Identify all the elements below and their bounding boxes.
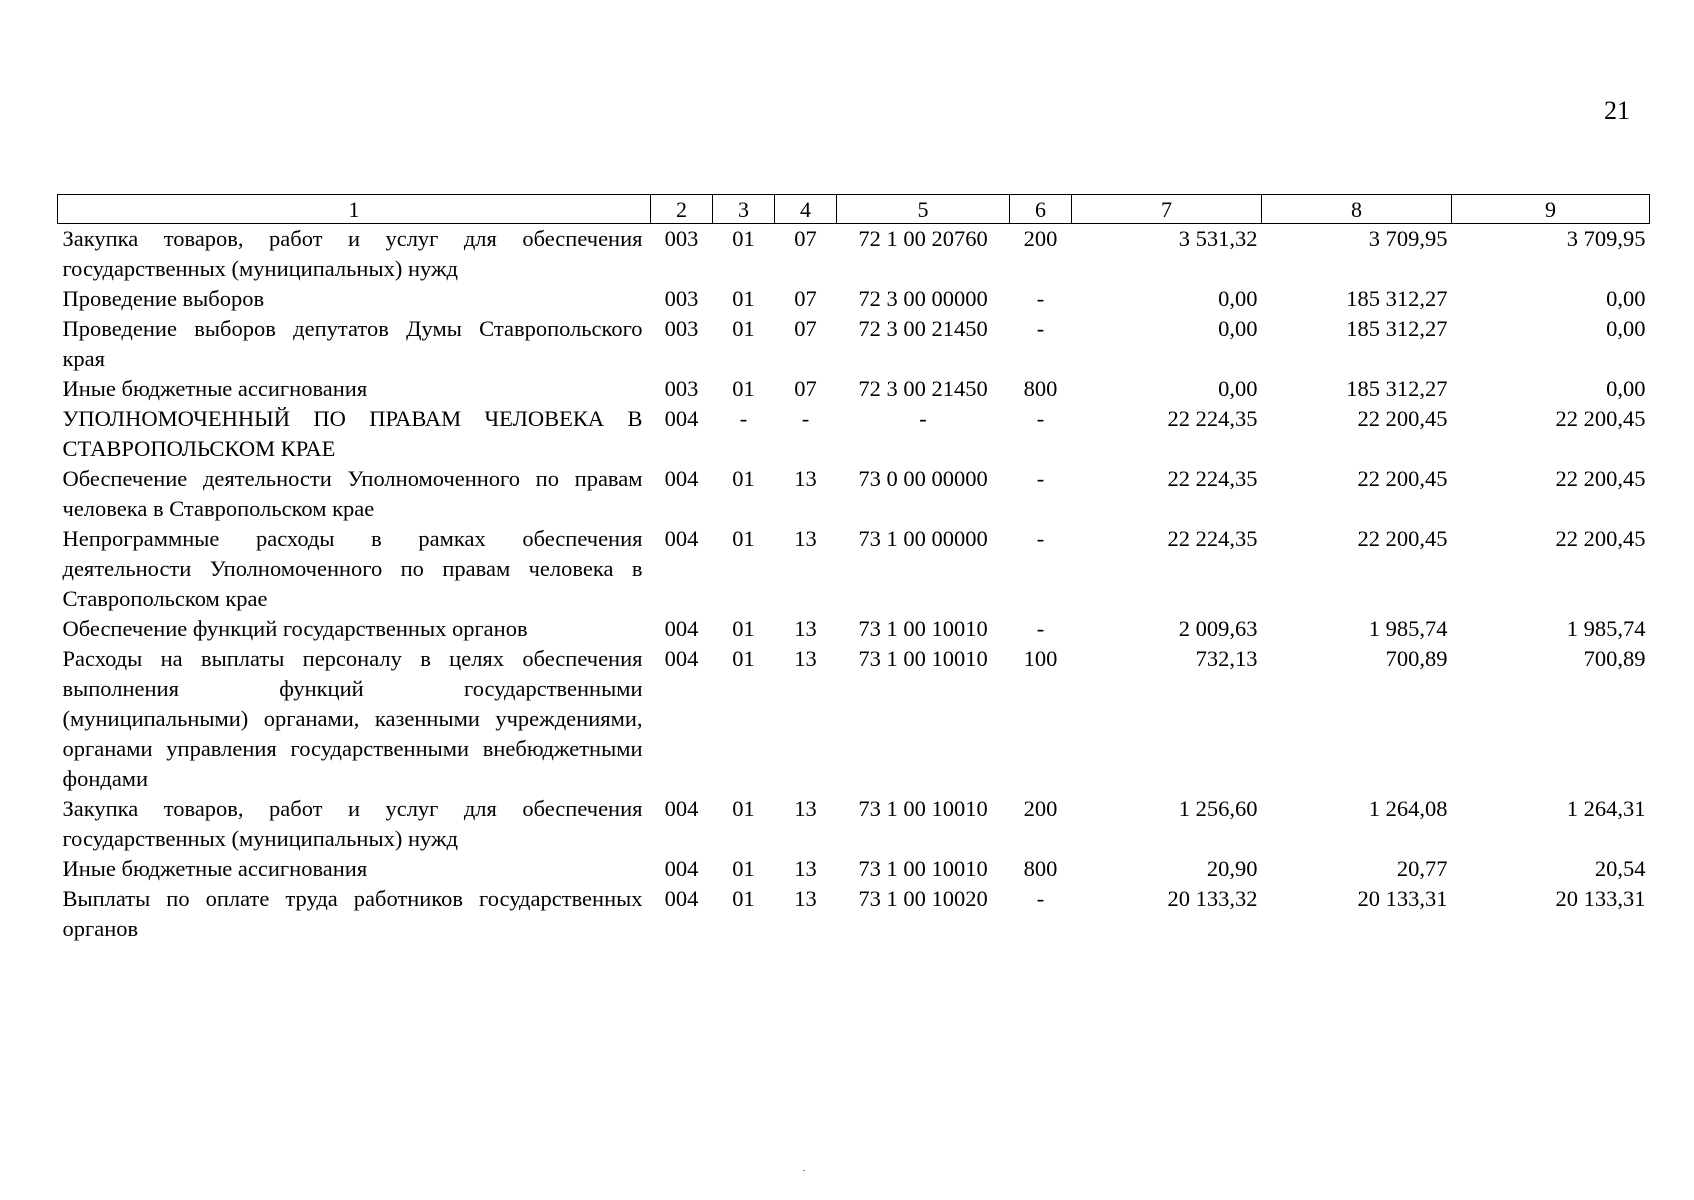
cell-ministry-code: 004 — [664, 796, 699, 821]
cell-expense-type: - — [1036, 406, 1045, 431]
cell-ministry-code: 004 — [664, 886, 699, 911]
cell-target-article: 73 1 00 10010 — [858, 796, 988, 821]
cell-ministry-code: 004 — [664, 616, 699, 641]
row-name: Обеспечение деятельности Уполномоченного по правам человека в Ставропольском крае — [62, 466, 643, 521]
cell-subsection: 13 — [794, 796, 817, 821]
row-name: Закупка товаров, работ и услуг для обеспечения государственных (муниципальных) нужд — [62, 226, 643, 281]
column-header-8: 8 — [1262, 195, 1452, 224]
cell-expense-type: - — [1036, 316, 1045, 341]
cell-amount-9: 22 200,45 — [1555, 406, 1646, 431]
cell-section: - — [739, 406, 748, 431]
cell-amount-9: 0,00 — [1606, 316, 1646, 341]
cell-target-article: 73 1 00 10010 — [858, 616, 988, 641]
cell-subsection: 07 — [794, 226, 817, 251]
row-name: Выплаты по оплате труда работников государственных органов — [62, 886, 643, 941]
cell-amount-9: 0,00 — [1606, 286, 1646, 311]
table-row — [58, 404, 1650, 464]
cell-subsection: 07 — [794, 286, 817, 311]
cell-amount-8: 20 133,31 — [1357, 886, 1448, 911]
table-row — [58, 224, 1650, 285]
cell-ministry-code: 004 — [664, 406, 699, 431]
column-header-7: 7 — [1072, 195, 1262, 224]
cell-amount-9: 20 133,31 — [1555, 886, 1646, 911]
cell-amount-7: 732,13 — [1195, 646, 1258, 671]
cell-expense-type: - — [1036, 286, 1045, 311]
cell-amount-9: 3 709,95 — [1566, 226, 1646, 251]
cell-subsection: - — [801, 406, 810, 431]
cell-ministry-code: 004 — [664, 856, 699, 881]
cell-expense-type: - — [1036, 526, 1045, 551]
row-name: Проведение выборов депутатов Думы Ставропольского края — [62, 316, 643, 371]
cell-section: 01 — [732, 376, 755, 401]
scan-speck — [803, 1170, 805, 1171]
table-row — [58, 614, 1650, 644]
cell-amount-8: 22 200,45 — [1357, 466, 1448, 491]
cell-amount-8: 185 312,27 — [1346, 286, 1448, 311]
cell-target-article: 72 1 00 20760 — [858, 226, 988, 251]
table-header — [58, 195, 1650, 224]
cell-amount-7: 22 224,35 — [1167, 466, 1258, 491]
cell-ministry-code: 004 — [664, 466, 699, 491]
cell-amount-8: 185 312,27 — [1346, 316, 1448, 341]
cell-amount-8: 22 200,45 — [1357, 406, 1448, 431]
cell-target-article: 73 1 00 10020 — [858, 886, 988, 911]
cell-amount-8: 3 709,95 — [1368, 226, 1448, 251]
cell-ministry-code: 004 — [664, 646, 699, 671]
cell-amount-9: 1 264,31 — [1566, 796, 1646, 821]
cell-target-article: 73 0 00 00000 — [858, 466, 988, 491]
cell-expense-type: 200 — [1023, 796, 1058, 821]
cell-target-article: 72 3 00 21450 — [858, 316, 988, 341]
table-row — [58, 524, 1650, 614]
cell-section: 01 — [732, 646, 755, 671]
cell-expense-type: - — [1036, 616, 1045, 641]
cell-section: 01 — [732, 286, 755, 311]
cell-expense-type: 100 — [1023, 646, 1058, 671]
cell-target-article: 73 1 00 10010 — [858, 646, 988, 671]
cell-amount-9: 22 200,45 — [1555, 466, 1646, 491]
cell-section: 01 — [732, 796, 755, 821]
cell-amount-8: 700,89 — [1385, 646, 1448, 671]
cell-amount-7: 1 256,60 — [1178, 796, 1258, 821]
cell-amount-9: 1 985,74 — [1566, 616, 1646, 641]
cell-amount-7: 0,00 — [1218, 286, 1258, 311]
cell-amount-9: 0,00 — [1606, 376, 1646, 401]
cell-amount-7: 3 531,32 — [1178, 226, 1258, 251]
cell-section: 01 — [732, 316, 755, 341]
cell-subsection: 13 — [794, 466, 817, 491]
cell-subsection: 13 — [794, 646, 817, 671]
row-name: Непрограммные расходы в рамках обеспечения деятельности Уполномоченного по правам человека в Ставропольском крае — [62, 526, 643, 611]
budget-table — [57, 194, 1650, 944]
cell-amount-7: 22 224,35 — [1167, 406, 1258, 431]
cell-target-article: 73 1 00 00000 — [858, 526, 988, 551]
cell-expense-type: 200 — [1023, 226, 1058, 251]
cell-amount-7: 0,00 — [1218, 316, 1258, 341]
column-header-5: 5 — [837, 195, 1010, 224]
cell-amount-8: 1 985,74 — [1368, 616, 1448, 641]
table-row — [58, 464, 1650, 524]
cell-ministry-code: 003 — [664, 316, 699, 341]
cell-section: 01 — [732, 526, 755, 551]
table-row — [58, 314, 1650, 374]
cell-target-article: 72 3 00 21450 — [858, 376, 988, 401]
table-row — [58, 374, 1650, 404]
row-name: Закупка товаров, работ и услуг для обеспечения государственных (муниципальных) нужд — [62, 796, 643, 851]
row-name: Проведение выборов — [62, 286, 265, 311]
table-row — [58, 794, 1650, 854]
cell-section: 01 — [732, 226, 755, 251]
cell-amount-9: 22 200,45 — [1555, 526, 1646, 551]
cell-section: 01 — [732, 856, 755, 881]
cell-expense-type: 800 — [1023, 856, 1058, 881]
cell-amount-8: 20,77 — [1396, 856, 1448, 881]
cell-amount-7: 20 133,32 — [1167, 886, 1258, 911]
column-header-4: 4 — [775, 195, 837, 224]
cell-target-article: - — [919, 406, 927, 431]
column-header-1: 1 — [58, 195, 651, 224]
column-header-6: 6 — [1010, 195, 1072, 224]
cell-expense-type: 800 — [1023, 376, 1058, 401]
cell-subsection: 13 — [794, 856, 817, 881]
table-row — [58, 644, 1650, 794]
cell-expense-type: - — [1036, 466, 1045, 491]
cell-ministry-code: 003 — [664, 376, 699, 401]
cell-subsection: 07 — [794, 376, 817, 401]
cell-amount-9: 20,54 — [1594, 856, 1646, 881]
table-row — [58, 854, 1650, 884]
row-name: Обеспечение функций государственных органов — [62, 616, 528, 641]
page-number: 21 — [1604, 96, 1630, 125]
cell-amount-7: 2 009,63 — [1178, 616, 1258, 641]
cell-amount-8: 1 264,08 — [1368, 796, 1448, 821]
cell-section: 01 — [732, 466, 755, 491]
table-row — [58, 284, 1650, 314]
cell-amount-8: 185 312,27 — [1346, 376, 1448, 401]
row-name: УПОЛНОМОЧЕННЫЙ ПО ПРАВАМ ЧЕЛОВЕКА В СТАВРОПОЛЬСКОМ КРАЕ — [62, 406, 643, 461]
cell-ministry-code: 003 — [664, 226, 699, 251]
cell-target-article: 73 1 00 10010 — [858, 856, 988, 881]
cell-ministry-code: 004 — [664, 526, 699, 551]
cell-expense-type: - — [1036, 886, 1045, 911]
cell-amount-7: 22 224,35 — [1167, 526, 1258, 551]
column-header-3: 3 — [713, 195, 775, 224]
table-row — [58, 884, 1650, 944]
column-header-2: 2 — [651, 195, 713, 224]
row-name: Расходы на выплаты персоналу в целях обеспечения выполнения функций государственными (муниципальными) органами, казенными учреждениями, органами управления государственными внебюджетными фондами — [62, 646, 643, 791]
cell-ministry-code: 003 — [664, 286, 699, 311]
cell-subsection: 13 — [794, 616, 817, 641]
header-row — [58, 195, 1650, 224]
cell-subsection: 13 — [794, 886, 817, 911]
cell-subsection: 07 — [794, 316, 817, 341]
cell-target-article: 72 3 00 00000 — [858, 286, 988, 311]
cell-amount-8: 22 200,45 — [1357, 526, 1448, 551]
cell-amount-7: 20,90 — [1206, 856, 1258, 881]
cell-subsection: 13 — [794, 526, 817, 551]
cell-amount-7: 0,00 — [1218, 376, 1258, 401]
cell-section: 01 — [732, 886, 755, 911]
table-body — [58, 224, 1650, 945]
cell-amount-9: 700,89 — [1583, 646, 1646, 671]
row-name: Иные бюджетные ассигнования — [62, 376, 368, 401]
cell-section: 01 — [732, 616, 755, 641]
column-header-9: 9 — [1452, 195, 1650, 224]
row-name: Иные бюджетные ассигнования — [62, 856, 368, 881]
